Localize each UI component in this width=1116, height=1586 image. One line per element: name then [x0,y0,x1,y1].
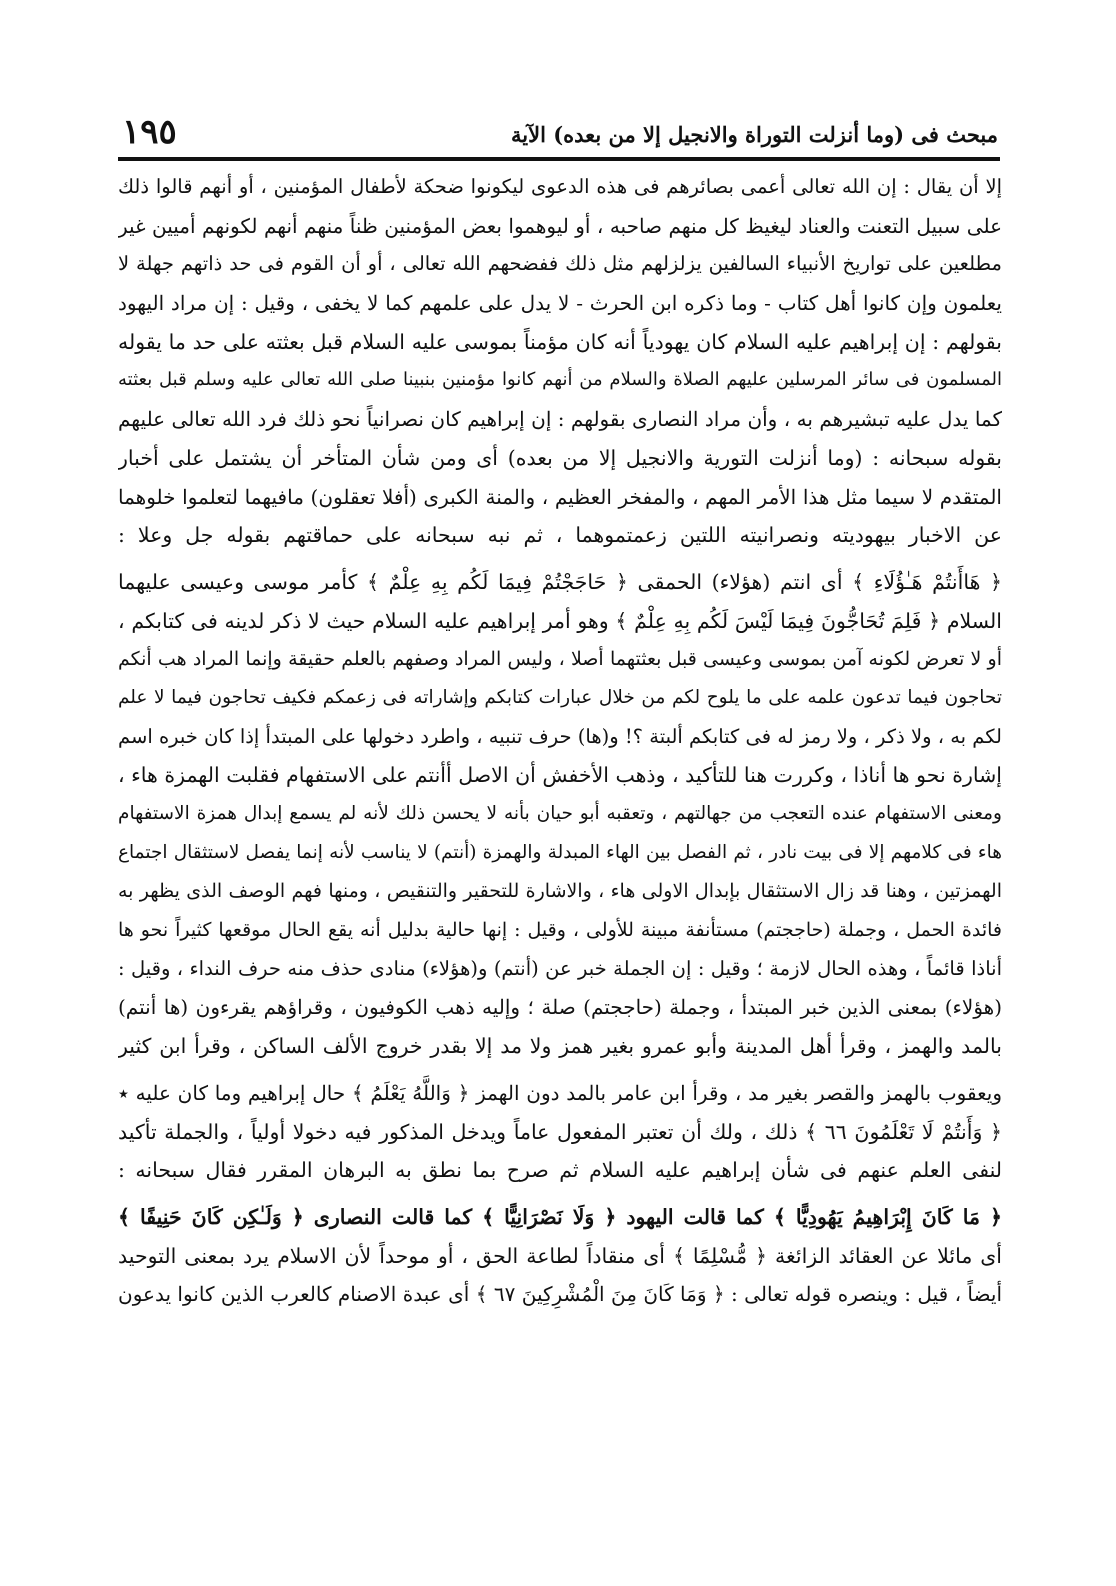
text-line: لنفى العلم عنهم فى شأن إبراهيم عليه السلام ثم صرح بما نطق به البرهان المقرر فقال سبحانه : [118,1158,1002,1183]
text-line: هاء فى كلامهم إلا فى بيت نادر ، ثم الفصل بين الهاء المبدلة والهمزة (أنتم) لا يناسب لأنه إنما يفصل لاستثقال اجتماع [118,841,1002,863]
quran-verse-line: ويعقوب بالهمز والقصر بغير مد ، وقرأ ابن عامر بالمد دون الهمز ﴿ وَاللَّهُ يَعْلَمُ ﴾ حال إبراهيم وما كان عليه ٭ [118,1080,1002,1105]
body-text [118,168,1002,1314]
text-line: فائدة الحمل ، وجملة (حاججتم) مستأنفة مبينة للأولى ، وقيل : إنها حالية بدليل أنه يقع الحال موقعها كثيراً نحو ها [118,919,1002,942]
text-line: بقوله سبحانه : (وما أنزلت التورية والانجيل إلا من بعده) أى ومن شأن المتأخر أن يشتمل على أخبار [118,445,1002,470]
quran-verse-line: أى مائلا عن العقائد الزائغة ﴿ مُّسْلِمًا ﴾ أى منقاداً لطاعة الحق ، أو موحداً لأن الاسلام يرد بمعنى التوحيد [118,1243,1002,1268]
running-title: مبحث فى (وما أنزلت التوراة والانجيل إلا من بعده) الآية [511,122,998,147]
text-line: إشارة نحو ها أناذا ، وكررت هنا للتأكيد ، وذهب الأخفش أن الاصل أأنتم على الاستفهام فقلبت الهمزة هاء ، [118,763,1002,788]
header-rule [118,157,1000,161]
page-number: ١٩٥ [122,112,177,152]
text-line: مطلعين على تواريخ الأنبياء السالفين يزلزلهم مثل ذلك ففضحهم الله تعالى ، أو أن القوم فى حد ذاتهم جهلة لا [118,252,1002,276]
text-line: ومعنى الاستفهام عنده التعجب من جهالتهم ، وتعقبه أبو حيان بأنه لا يحسن ذلك لأنه لم يسمع إبدال همزة الاستفهام [118,803,1002,824]
text-line: المسلمون فى سائر المرسلين عليهم الصلاة والسلام من أنهم كانوا مؤمنين بنبينا صلى الله تعالى عليه وسلم قبل بعثته [118,369,1002,391]
quran-verse-line: ﴿ وَأَنتُمْ لَا تَعْلَمُونَ ٦٦ ﴾ ذلك ، ولك أن تعتبر المفعول عاماً ويدخل المذكور فيه دخولا أولياً ، والجملة تأكيد [118,1119,1002,1144]
text-line: أو لا تعرض لكونه آمن بموسى وعيسى قبل بعثتهما أصلا ، وليس المراد وصفهم بالعلم حقيقة وإنما المراد هب أنكم [118,648,1002,671]
text-line: كما يدل عليه تبشيرهم به ، وأن مراد النصارى بقولهم : إن إبراهيم كان نصرانياً نحو ذلك فرد الله تعالى عليهم [118,407,1002,432]
text-line: الهمزتين ، وهنا قد زال الاستثقال بإبدال الاولى هاء ، والاشارة للتحقير والتنقيص ، ومنها فهم الوصف الذى يظهر به [118,880,1002,903]
text-line: إلا أن يقال : إن الله تعالى أعمى بصائرهم فى هذه الدعوى ليكونوا ضحكة لأطفال المؤمنين ، أو أنهم قالوا ذلك [118,175,1002,198]
text-line: (هؤلاء) بمعنى الذين خبر المبتدأ ، وجملة (حاججتم) صلة ؛ وإليه ذهب الكوفيون ، وقراؤهم يقرءون (ها أنتم) [118,995,1002,1020]
text-line: عن الاخبار بيهوديته ونصرانيته اللتين زعمتموهما ، ثم نبه سبحانه على حماقتهم بقوله جل وعلا : [118,523,1002,548]
text-line: بقولهم : إن إبراهيم عليه السلام كان يهودياً أنه كان مؤمناً بموسى عليه السلام قبل بعثته على حد ما يقوله [118,329,1002,354]
text-line: على سبيل التعنت والعناد ليغيظ كل منهم صاحبه ، أو ليوهموا بعض المؤمنين ظناً منهم أنهم لكونهم أميين غير [118,213,1002,238]
text-line: المتقدم لا سيما مثل هذا الأمر المهم ، والمفخر العظيم ، والمنة الكبرى (أفلا تعقلون) مافيهما لتعلموا خلوهما [118,484,1002,509]
quran-verse-line: ﴿ هَاأَنتُمْ هَـٰؤُلَاءِ ﴾ أى انتم (هؤلاء) الحمقى ﴿ حَاجَجْتُمْ فِيمَا لَكُم بِهِ عِلْمٌ ﴾ كأمر موسى وعيسى عليهما [118,569,1002,594]
text-line: تحاجون فيما تدعون علمه على ما يلوح لكم من خلال عبارات كتابكم وإشاراته فى زعمكم فكيف تحاجون فيما لا علم [118,686,1002,708]
text-line: بالمد والهمز ، وقرأ أهل المدينة وأبو عمرو بغير همز ولا مد إلا بقدر خروج الألف الساكن ، وقرأ ابن كثير [118,1034,1002,1059]
quran-verse-line: ﴿ مَا كَانَ إِبْرَاهِيمُ يَهُودِيًّا ﴾ كما قالت اليهود ﴿ وَلَا نَصْرَانِيًّا ﴾ كما قالت النصارى ﴿ وَلَـٰكِن كَانَ حَنِيفًا ﴾ [118,1204,1002,1229]
text-line: لكم به ، ولا ذكر ، ولا رمز له فى كتابكم ألبتة ؟! و(ها) حرف تنبيه ، واطرد دخولها على المبتدأ إذا كان خبره اسم [118,724,1002,748]
text-line: يعلمون وإن كانوا أهل كتاب - وما ذكره ابن الحرث - لا يدل على علمهم كما لا يخفى ، وقيل : إن مراد اليهود [118,291,1002,316]
text-line: السلام ﴿ فَلِمَ تُحَاجُّونَ فِيمَا لَيْسَ لَكُم بِهِ عِلْمٌ ﴾ وهو أمر إبراهيم عليه السلام حيث لا ذكر لدينه فى كتابكم ، [118,608,1002,633]
quran-verse-line: أيضاً ، قيل : وينصره قوله تعالى : ﴿ وَمَا كَانَ مِنَ الْمُشْرِكِينَ ٦٧ ﴾ أى عبدة الاصنام كالعرب الذين كانوا يدعون [118,1282,1002,1307]
text-line: أناذا قائماً ، وهذه الحال لازمة ؛ وقيل : إن الجملة خبر عن (أنتم) و(هؤلاء) منادى حذف منه حرف النداء ، وقيل : [118,956,1002,980]
page-header [122,112,998,152]
